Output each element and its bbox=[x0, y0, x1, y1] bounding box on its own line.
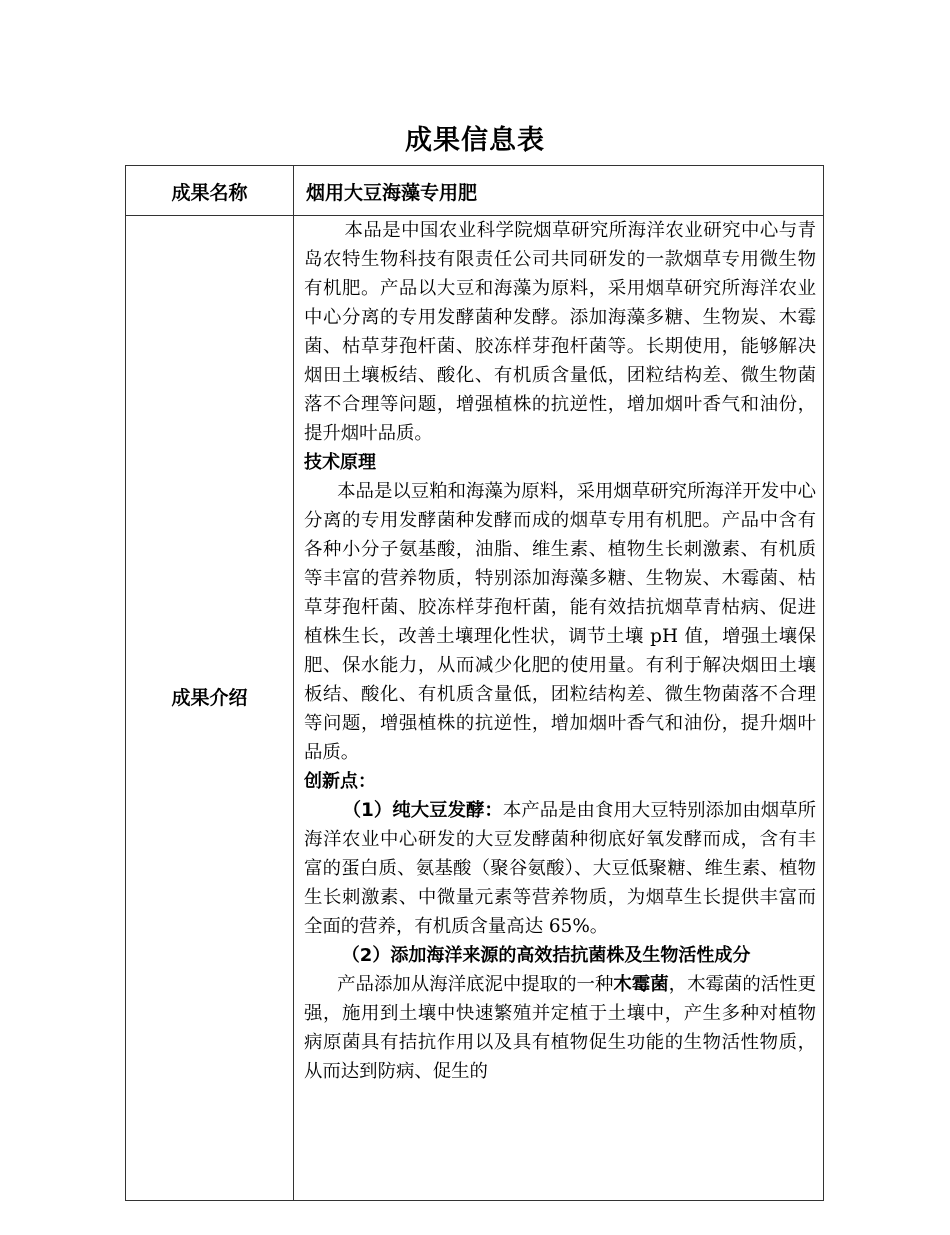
innovation-point-1 bbox=[304, 796, 816, 941]
tech-principle-paragraph: 本品是以豆粕和海藻为原料，采用烟草研究所海洋开发中心分离的专用发酵菌种发酵而成的烟草专用有机肥。产品中含有各种小分子氨基酸，油脂、维生素、植物生长刺激素、有机质等丰富的营养物质，特别添加海藻多糖、生物炭、木霉菌、枯草芽孢杆菌、胶冻样芽孢杆菌，能有效拮抗烟草青枯病、促进植株生长，改善土壤理化性状，调节土壤 pH 值，增强土壤保肥、保水能力，从而减少化肥的使用量。有利于解决烟田土壤板结、酸化、有机质含量低，团粒结构差、微生物菌落不合理等问题，增强植株的抗逆性，增加烟叶香气和油份，提升烟叶品质。 bbox=[304, 481, 816, 763]
innovation-heading: 创新点： bbox=[304, 771, 376, 792]
innovation-point-1-title: （1）纯大豆发酵： bbox=[342, 800, 503, 821]
info-table bbox=[125, 165, 824, 1201]
intro-paragraph: 本品是中国农业科学院烟草研究所海洋农业研究中心与青岛农特生物科技有限责任公司共同研发的一款烟草专用微生物有机肥。产品以大豆和海藻为原料，采用烟草研究所海洋农业中心分离的专用发酵菌种发酵。添加海藻多糖、生物炭、木霉菌、枯草芽孢杆菌、胶冻样芽孢杆菌等。长期使用，能够解决烟田土壤板结、酸化、有机质含量低，团粒结构差、微生物菌落不合理等问题，增强植株的抗逆性，增加烟叶香气和油份，提升烟叶品质。 bbox=[304, 220, 816, 444]
achievement-name-value: 烟用大豆海藻专用肥 bbox=[306, 182, 478, 204]
intro-content bbox=[304, 216, 816, 1086]
innovation-point-2 bbox=[304, 970, 816, 1086]
tech-principle-heading: 技术原理 bbox=[304, 452, 376, 473]
innovation-point-2-text-a: 产品添加从海洋底泥中提取的一种 bbox=[337, 974, 614, 995]
innovation-point-2-bold: 木霉菌 bbox=[613, 974, 669, 995]
innovation-point-2-title: （2）添加海洋来源的高效拮抗菌株及生物活性成分 bbox=[341, 945, 751, 966]
page-title: 成果信息表 bbox=[405, 125, 545, 156]
label-achievement-intro: 成果介绍 bbox=[171, 687, 248, 709]
column-divider bbox=[293, 166, 294, 1200]
innovation-point-1-text: 本产品是由食用大豆特别添加由烟草所海洋农业中心研发的大豆发酵菌种彻底好氧发酵而成，含有丰富的蛋白质、氨基酸（聚谷氨酸）、大豆低聚糖、维生素、植物生长刺激素、中微量元素等营养物质，为烟草生长提供丰富而全面的营养，有机质含量高达 65%。 bbox=[304, 800, 816, 937]
innovation-point-2-text-b: ，木霉菌的活性更强，施用到土壤中快速繁殖并定植于土壤中，产生多种对植物病原菌具有拮抗作用以及具有植物促生功能的生物活性物质，从而达到防病、促生的 bbox=[304, 974, 816, 1082]
label-achievement-name: 成果名称 bbox=[171, 182, 248, 204]
